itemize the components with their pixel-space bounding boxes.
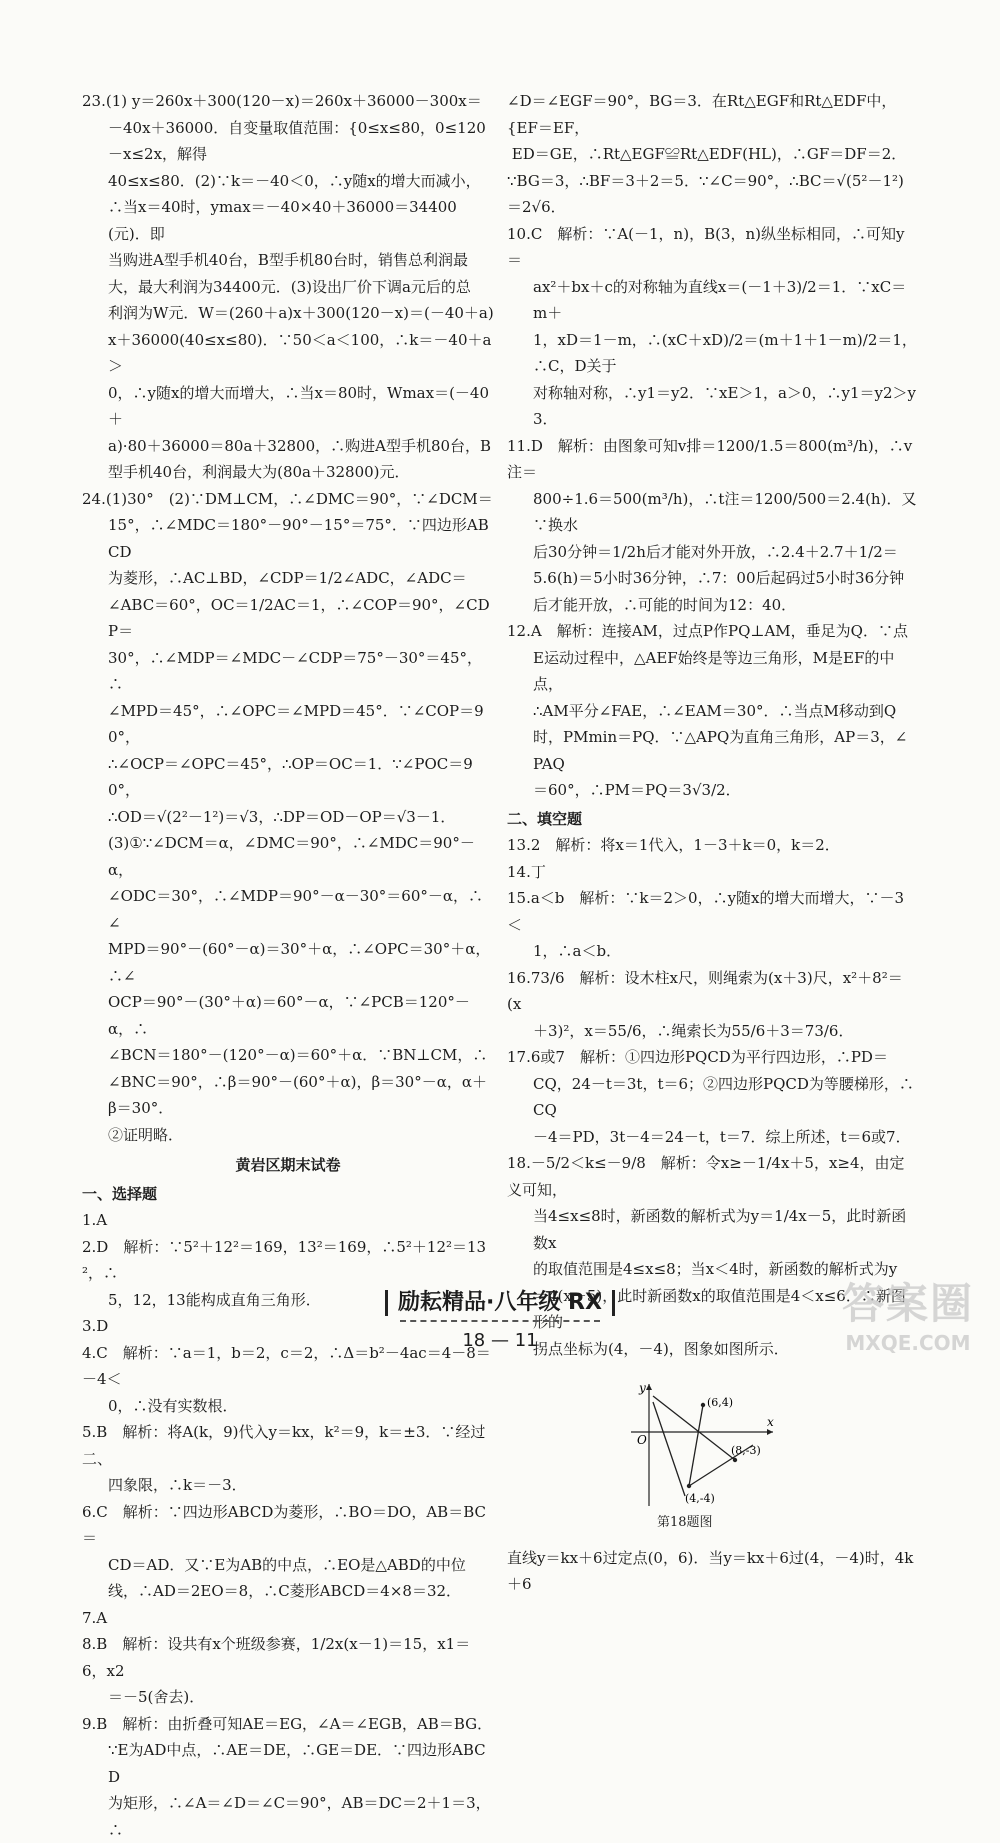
answer-line: 6.C 解析：∵四边形ABCD为菱形，∴BO＝DO，AB＝BC＝ [82, 1502, 486, 1547]
answer-line: ②证明略． [108, 1125, 184, 1144]
section-heading: 二、填空题 [507, 809, 583, 828]
answer-line: 16.73/6 解析：设木柱x尺，则绳索为(x＋3)尺，x²＋8²＝(x [507, 968, 903, 1013]
answer-line: 利润为W元．W＝(260＋a)x＋300(120－x)＝(－40＋a) [108, 304, 494, 322]
y-axis-label: y [639, 1381, 646, 1395]
right-column [507, 88, 917, 1598]
answer-line: 1，∴a＜b． [533, 942, 622, 960]
answer-line: ∠BNC＝90°，∴β＝90°－(60°＋α)，β＝30°－α，α＋β＝30°． [108, 1072, 487, 1117]
answer-line: 为矩形，∴∠A＝∠D＝∠C＝90°，AB＝DC＝2＋1＝3，∴ [108, 1794, 491, 1839]
answer-line: x＋36000(40≤x≤80)．∵50＜a＜100，∴k＝－40＋a＞ [108, 330, 492, 375]
q18-graph-figure [627, 1380, 777, 1510]
answer-line: 当4≤x≤8时，新函数的解析式为y＝1/4x－5，此时新函数x [533, 1207, 907, 1252]
answer-line: ∴OD＝√(2²－1²)＝√3，∴DP＝OD－OP＝√3－1． [108, 807, 456, 826]
answer-line: 11.D 解析：由图象可知v排＝1200/1.5＝800(m³/h)，∴v注＝ [507, 436, 913, 481]
right-tail-line: 直线y＝kx＋6过定点(0，6)．当y＝kx＋6过(4，－4)时，4k＋6 [507, 1548, 914, 1593]
x-axis-arrow-icon [767, 1429, 773, 1435]
answer-line: 30°，∴∠MDP＝∠MDC－∠CDP＝75°－30°＝45°，∴ [108, 648, 482, 693]
answer-line: CD＝AD．又∵E为AB的中点，∴EO是△ABD的中位 [108, 1555, 466, 1574]
answer-line: 24.(1)30° (2)∵DM⊥CM，∴∠DMC＝90°，∵∠DCM＝ [82, 489, 493, 508]
answer-line: 线，∴AD＝2EO＝8，∴C菱形ABCD＝4×8＝32． [108, 1582, 462, 1600]
answer-line: ∵E为AD中点，∴AE＝DE，∴GE＝DE．∵四边形ABCD [108, 1741, 486, 1786]
answer-line: ∴∠OCP＝∠OPC＝45°，∴OP＝OC＝1．∵∠POC＝90°， [108, 754, 473, 799]
answer-line: 9.B 解析：由折叠可知AE＝EG，∠A＝∠EGB，AB＝BG． [82, 1714, 493, 1733]
answer-line: －4＝PD，3t－4＝24－t，t＝7．综上所述，t＝6或7． [533, 1127, 911, 1146]
answer-line: CQ，24－t＝3t，t＝6；②四边形PQCD为等腰梯形，∴CQ [533, 1074, 914, 1119]
x-axis-label: x [767, 1415, 774, 1429]
point-8-neg3 [733, 1458, 737, 1462]
answer-line: 时，PMmin＝PQ．∵△APQ为直角三角形，AP＝3，∠PAQ [533, 728, 908, 773]
answer-line: ∠ODC＝30°，∴∠MDP＝90°－α－30°＝60°－α，∴∠ [108, 887, 484, 932]
answer-line: 当购进A型手机40台，B型手机80台时，销售总利润最 [108, 251, 469, 269]
answer-line: E运动过程中，△AEF始终是等边三角形，M是EF的中点， [533, 648, 895, 693]
answer-line: ax²＋bx＋c的对称轴为直线x＝(－1＋3)/2＝1．∵xC＝m＋ [533, 277, 907, 322]
answer-line: ＝4(x－5)，此时新函数x的取值范围是4＜x≤6．∴新图形的 [533, 1286, 906, 1331]
answer-line: ∠ABC＝60°，OC＝1/2AC＝1，∴∠COP＝90°，∠CDP＝ [108, 595, 490, 640]
point-6-4 [701, 1403, 705, 1407]
answer-line: 800÷1.6＝500(m³/h)，∴t注＝1200/500＝2.4(h)．又∵换水 [533, 489, 917, 534]
watermark-logo [842, 1271, 974, 1355]
answer-line: 15.a＜b 解析：∵k＝2＞0，∴y随x的增大而增大，∵－3＜ [507, 889, 905, 934]
answer-line: －40x＋36000．自变量取值范围：{0≤x≤80，0≤120－x≤2x，解得 [108, 118, 486, 163]
answer-line: 的取值范围是4≤x≤8；当x＜4时，新函数的解析式为y [533, 1260, 898, 1278]
answer-line: 0，∴y随x的增大而增大，∴当x＝80时，Wmax＝(－40＋ [108, 383, 490, 428]
answer-line: 10.C 解析：∵A(－1，n)，B(3，n)纵坐标相同，∴可知y＝ [507, 224, 905, 269]
answer-line: 为菱形，∴AC⊥BD，∠CDP＝1/2∠ADC，∠ADC＝ [108, 569, 467, 587]
new-function-left-segment [689, 1405, 703, 1486]
answer-line: 5.6(h)＝5小时36分钟，∴7：00后起码过5小时36分钟 [533, 569, 905, 587]
answer-line: 8.B 解析：设共有x个班级参赛，1/2x(x－1)＝15，x1＝6，x2 [82, 1635, 471, 1680]
answer-line: 7.A [82, 1608, 108, 1627]
answer-line: 型手机40台，利润最大为(80a＋32800)元． [108, 463, 410, 481]
answer-line: ＝2√6． [507, 198, 566, 216]
answer-line: ＋3)²，x＝55/6，∴绳索长为55/6＋3＝73/6． [533, 1021, 854, 1040]
answer-line: 23.(1) y＝260x＋300(120－x)＝260x＋36000－300x＝ [82, 92, 482, 110]
section-title: 黄岩区期末试卷 [235, 1156, 341, 1174]
answer-line: ＝－5(舍去)． [108, 1688, 205, 1706]
answer-line: 18.－5/2＜k≤－9/8 解析：令x≥－1/4x＋5，x≥4，由定义可知， [507, 1154, 905, 1199]
point-4-neg4 [687, 1484, 691, 1488]
answer-line: a)·80＋36000＝80a＋32800，∴购进A型手机80台，B [108, 436, 492, 455]
watermark-title: 答案圈 [841, 1279, 974, 1328]
point-label-4-neg4: (4,-4) [685, 1492, 715, 1505]
answer-line: 拐点坐标为(4，－4)，图象如图所示． [533, 1339, 789, 1358]
answer-line: 大，最大利润为34400元．(3)设出厂价下调a元后的总 [108, 277, 471, 296]
answer-line: 4.C 解析：∵a＝1，b＝2，c＝2，∴Δ＝b²－4ac＝4－8＝－4＜ [82, 1343, 491, 1388]
answer-line: ∠D＝∠EGF＝90°，BG＝3．在Rt△EGF和Rt△EDF中， [507, 92, 897, 110]
point-label-6-4: (6,4) [707, 1396, 734, 1409]
y-axis-arrow-icon [646, 1384, 652, 1390]
brand-underline [400, 1320, 600, 1322]
answer-line: 1.A [82, 1211, 108, 1229]
answer-line: ∠MPD＝45°，∴∠OPC＝∠MPD＝45°．∵∠COP＝90°， [108, 701, 484, 746]
answer-line: ＝60°，∴PM＝PQ＝3√3/2． [533, 781, 741, 799]
figure-caption: 第18题图 [657, 1515, 713, 1530]
answer-line: (3)①∵∠DCM＝α，∠DMC＝90°，∴∠MDC＝90°－α， [108, 834, 475, 879]
point-label-8-neg3: (8,-3) [731, 1444, 761, 1457]
watermark-url: MXQE.COM [845, 1331, 971, 1355]
left-column [82, 88, 494, 1843]
answer-line: 后才能开放，∴可能的时间为12：40． [533, 595, 797, 614]
answer-line: ED＝GE，∴Rt△EGF≌Rt△EDF(HL)，∴GF＝DF＝2． [507, 145, 907, 163]
right-text-lines [507, 88, 917, 1362]
answer-line: 5，12，13能构成直角三角形． [108, 1290, 321, 1309]
answer-line: 5.B 解析：将A(k，9)代入y＝kx，k²＝9，k＝±3．∵经过二、 [82, 1423, 486, 1468]
answer-line: 13.2 解析：将x＝1代入，1－3＋k＝0，k＝2． [507, 836, 840, 854]
answer-line: 2.D 解析：∵5²＋12²＝169，13²＝169，∴5²＋12²＝13²，∴ [82, 1237, 487, 1282]
answer-line: 四象限，∴k＝－3． [108, 1476, 247, 1494]
answer-line: 后30分钟＝1/2h后才能对外开放，∴2.4＋2.7＋1/2＝ [533, 542, 898, 561]
section-heading: 一、选择题 [82, 1184, 158, 1203]
answer-line: 17.6或7 解析：①四边形PQCD为平行四边形，∴PD＝ [507, 1048, 888, 1066]
line-y-kx-plus-6-b [653, 1402, 685, 1496]
answer-line: 14.丁 [507, 862, 546, 881]
answer-line: 对称轴对称，∴y1＝y2．∵xE＞1，a＞0，∴y1＝y2＞y3． [533, 383, 916, 428]
answer-line: 15°，∴∠MDC＝180°－90°－15°＝75°．∵四边形ABCD [108, 516, 489, 561]
answer-line: ∵BG＝3，∴BF＝3＋2＝5．∵∠C＝90°，∴BC＝√(5²－1²) [507, 171, 904, 190]
answer-line: 40≤x≤80．(2)∵k＝－40＜0，∴y随x的增大而减小， [108, 171, 481, 190]
answer-line: ∠BCN＝180°－(120°－α)＝60°＋α．∵BN⊥CM，∴ [108, 1046, 488, 1064]
brand-logo: 励耘精品·八年级 RX [385, 1290, 615, 1316]
answer-line: 3.D [82, 1317, 109, 1335]
answer-line: 1，xD＝1－m，∴(xC＋xD)/2＝(m＋1＋1－m)/2＝1，∴C，D关于 [533, 330, 917, 375]
answer-line: 12.A 解析：连接AM，过点P作PQ⊥AM，垂足为Q．∵点 [507, 622, 908, 640]
answer-line: ∴AM平分∠FAE，∴∠EAM＝30°．∴当点M移动到Q [533, 701, 897, 720]
page-number: 18 — 11 [462, 1330, 538, 1351]
answer-line: {EF＝EF， [507, 118, 590, 137]
answer-line: MPD＝90°－(60°－α)＝30°＋α，∴∠OPC＝30°＋α，∴∠ [108, 940, 491, 985]
answer-line: OCP＝90°－(30°＋α)＝60°－α，∵∠PCB＝120°－α，∴ [108, 993, 470, 1038]
answer-line: ∴当x＝40时，ymax＝－40×40＋36000＝34400(元)．即 [108, 198, 457, 243]
answer-line: 0，∴没有实数根． [108, 1396, 238, 1415]
origin-label: O [637, 1433, 647, 1447]
